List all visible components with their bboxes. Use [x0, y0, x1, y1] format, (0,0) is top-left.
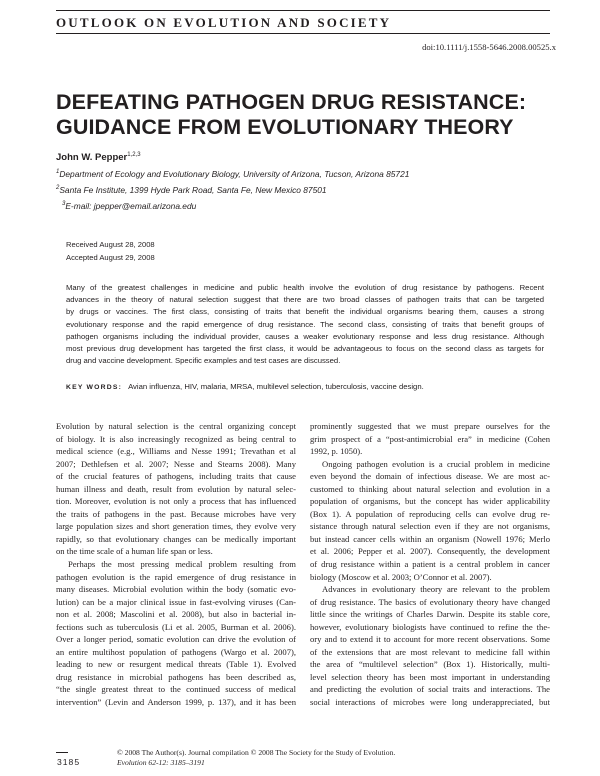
affiliation-mark: 2: [56, 185, 60, 192]
body-column-right: [310, 420, 550, 709]
body-line: biology (Moscow et al. 2003; O’Connor et al. 2007).: [310, 571, 492, 582]
body-line: the area of “multilevel selection” (Box 1). Historically, multi-: [310, 659, 550, 670]
body-line: of the crucial features of pathogens, including traits that cause: [56, 471, 296, 482]
abstract-line: by drugs or vaccines. The first class, consisting of traits that benefit the individual organisms bearing them, causes a strong: [66, 307, 544, 317]
abstract-line: drug and vaccine development. Specific examples and test cases are discussed.: [66, 356, 341, 366]
body-line: prominently suggested that we must prepare ourselves for the: [310, 421, 550, 431]
body-line: ory and to extend it to account for more recent observations. Some: [310, 634, 550, 645]
body-line: little since the writings of Charles Darwin. Despite its stable core,: [310, 609, 550, 620]
body-line: human illness and death, result from evolution by natural selec-: [56, 483, 296, 494]
body-line: of biology. It is also increasingly recognized as being central to: [56, 433, 296, 444]
doi-link[interactable]: doi:10.1111/j.1558-5646.2008.00525.x: [422, 42, 556, 52]
body-line: fections such as tuberculosis (Li et al. 2005, Burman et al. 2006).: [56, 621, 296, 632]
body-line: sistance through natural selection even if they are not organisms,: [310, 521, 550, 532]
body-line: level selection theory has been most important in understanding: [310, 671, 550, 682]
affiliation-text: Santa Fe Institute, 1399 Hyde Park Road, Santa Fe, New Mexico 87501: [59, 185, 327, 195]
body-line: on the time scale of a human life span or less.: [56, 546, 213, 557]
author-affiliation-marks: 1,2,3: [127, 152, 141, 158]
body-line: many diseases. Microbial evolution within the body (somatic evo-: [56, 584, 296, 595]
body-line: and predicting the evolution of social traits and interactions. The: [310, 684, 550, 695]
body-line: lution) can be a major clinical issue in fast-evolving viruses (Can-: [56, 596, 296, 607]
keywords-text: Avian influenza, HIV, malaria, MRSA, multilevel selection, tuberculosis, vaccine design.: [128, 382, 424, 391]
abstract-line: most previous drug development has targeted the first class, it would be advantageous to focus on the second class as targets for: [66, 343, 544, 353]
body-line: of drug resistance. The basics of evolutionary theory have changed: [310, 596, 550, 607]
body-line: 1992, p. 1050).: [310, 446, 363, 457]
body-line: intervention” (Levin and Anderson 1999, p. 137), and it has been: [56, 697, 296, 708]
body-line: rapidly, so that evolutionary changes can be medically important: [56, 533, 296, 544]
body-line: medical science (e.g., Williams and Nesse 1991; Trevathan et al: [56, 446, 296, 457]
body-line: pathogen evolution is the rapid emergence of drug resistance in: [56, 571, 296, 582]
body-line: et al. 2006; Pepper et al. 2007). Consequently, the development: [310, 546, 550, 557]
title-line: DEFEATING PATHOGEN DRUG RESISTANCE:: [56, 90, 527, 114]
affiliation-2: [56, 185, 327, 195]
journal-citation: Evolution 62-12: 3185–3191: [117, 758, 205, 767]
footer-rule: [56, 752, 68, 753]
body-line: tion. Moreover, evolution is not only a process that has influenced: [56, 496, 296, 507]
body-line: leading to new or resurgent medical threats (Table 1). Evolved: [56, 659, 296, 670]
body-line: of the extensions that are most relevant to medicine fall within: [310, 646, 550, 657]
header-rule: [56, 33, 550, 34]
top-rule: [56, 10, 550, 11]
affiliation-text: Department of Ecology and Evolutionary Biology, University of Arizona, Tucson, Arizona 85721: [59, 169, 410, 179]
body-line: even beyond the domain of infectious disease. We are most ac-: [310, 471, 550, 482]
affiliation-1: [56, 169, 409, 179]
body-line: the traits of pathogens in the past. Because microbes have very: [56, 508, 296, 519]
keywords-label: KEY WORDS:: [66, 384, 123, 391]
body-line: of drug resistance within a patient is a central problem in cancer: [310, 559, 550, 570]
body-line: non et al. 2008; Mascolini et al. 2008), but also in bacterial in-: [56, 609, 296, 620]
body-line: 2007; Dethlefsen et al. 2007; Nesse and Stearns 2008). Many: [56, 458, 296, 469]
email-text[interactable]: E-mail: jpepper@email.arizona.edu: [65, 201, 197, 211]
body-column-left: [56, 420, 296, 709]
journal-section-title: OUTLOOK ON EVOLUTION AND SOCIETY: [56, 15, 392, 30]
body-line: Advances in evolutionary theory are relevant to the problem: [322, 584, 550, 595]
body-line: Evolution by natural selection is the central organizing concept: [56, 421, 296, 431]
body-line: population of organisms, but the concept has wider applicability: [310, 496, 550, 507]
abstract-line: advances in the theory of natural selection suggest that there are two broad classes of pathogen traits that can be targeted: [66, 295, 544, 305]
body-line: drug resistance in microbial pathogens has been described as,: [56, 671, 296, 682]
body-line: but instead cancer cells within an organism (Nowell 1976; Merlo: [310, 533, 550, 544]
keywords: [66, 382, 424, 391]
body-line: Ongoing pathogen evolution is a crucial problem in medicine: [322, 458, 550, 469]
body-line: “the single greatest threat to the continued success of medical: [56, 684, 296, 695]
abstract: [66, 282, 544, 367]
accepted-date: Accepted August 29, 2008: [66, 253, 155, 262]
body-line: social interactions of microbes were long underappreciated, but: [310, 697, 550, 708]
author-name-text: John W. Pepper: [56, 152, 128, 164]
body-line: customed to thinking about natural selection and evolution in a: [310, 483, 550, 494]
affiliation-mark: 3: [62, 201, 66, 208]
abstract-line: Many of the greatest challenges in medicine and public health involve the evolution of drug resistance by pathogens. Recent: [66, 283, 544, 292]
body-line: however, evolutionary biologists have continued to refine the the-: [310, 621, 550, 632]
author-name: [56, 152, 141, 163]
page-number: 3185: [57, 757, 81, 767]
abstract-line: pathogen organisms including the individual provider, causes a weaker evolutionary response and less drug resistance. Although: [66, 331, 544, 341]
abstract-line: evolutionary response and the rapid emergence of drug resistance. The second class, consisting of traits that benefit groups of: [66, 319, 544, 329]
body-line: (Box 1). A population of reproducing cells can evolve drug re-: [310, 508, 550, 519]
body-line: an entire multihost population of pathogens (Wargo et al. 2007),: [56, 646, 296, 657]
title-line: GUIDANCE FROM EVOLUTIONARY THEORY: [56, 115, 514, 139]
affiliation-mark: 1: [56, 169, 60, 176]
received-date: Received August 28, 2008: [66, 240, 155, 249]
body-line: Perhaps the most pressing medical problem resulting from: [68, 559, 296, 570]
body-line: grim prospect of a “post-antimicrobial era” in medicine (Cohen: [310, 433, 550, 444]
body-line: large population sizes and short generation times, they evolve very: [56, 521, 296, 532]
affiliation-email: [62, 201, 196, 211]
body-line: Over a longer period, somatic evolution can drive the evolution of: [56, 634, 296, 645]
copyright-notice: © 2008 The Author(s). Journal compilation © 2008 The Society for the Study of Evolution.: [117, 748, 396, 757]
article-title: [56, 90, 556, 140]
